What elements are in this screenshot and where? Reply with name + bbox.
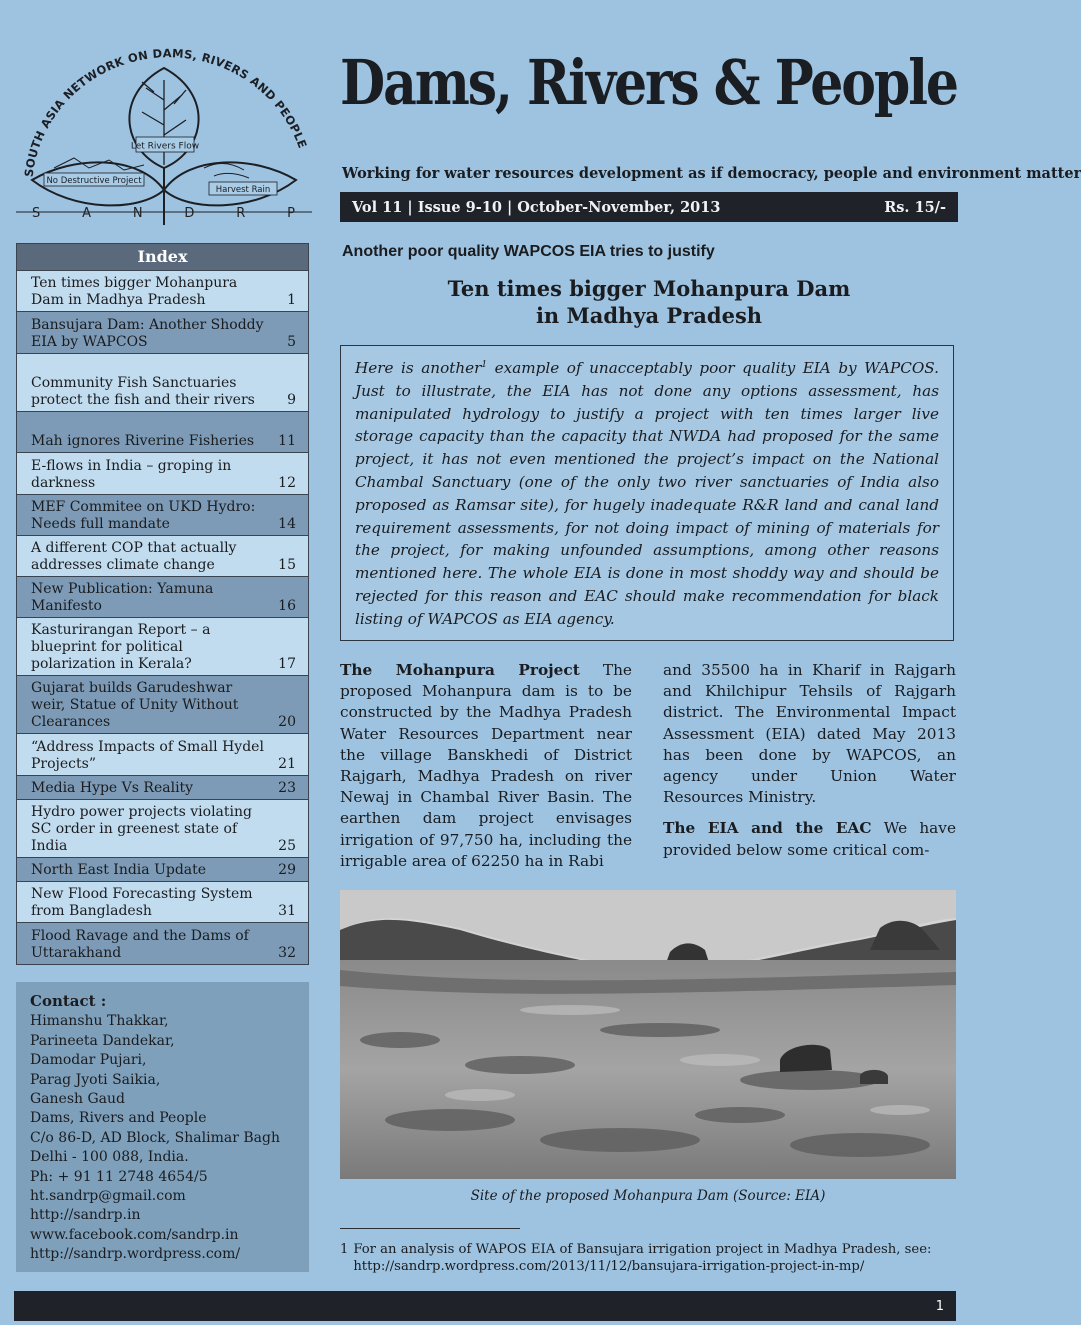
headline-line: in Madhya Pradesh bbox=[535, 303, 763, 328]
footnote-divider bbox=[340, 1228, 520, 1229]
index-item[interactable]: Mah ignores Riverine Fisheries 11 bbox=[17, 411, 308, 452]
body-text: and 35500 ha in Kharif in Rajgarh and Khilchipur Tehsils of Rajgarh district. The Environmental Impact Assessment (EIA) dated May 2013 has been done by WAPCOS, an agency under Union Water Resources Ministry. bbox=[663, 661, 956, 807]
index-item[interactable]: Hydro power projects violating SC order in greenest state of India 25 bbox=[17, 799, 308, 857]
abstract-text: Here is another bbox=[355, 359, 482, 378]
article-abstract bbox=[340, 345, 954, 641]
contact-line: Delhi - 100 088, India. bbox=[30, 1149, 189, 1166]
index-item[interactable]: Media Hype Vs Reality 23 bbox=[17, 775, 308, 799]
footnote-text: For an analysis of WAPOS EIA of Bansujara irrigation project in Madhya Pradesh, see: http://sandrp.wordpress.com/2013/11/12/bansujara-irrigation-project-in-mp/ bbox=[353, 1242, 932, 1274]
index-item[interactable]: Community Fish Sanctuaries protect the fish and their rivers 9 bbox=[17, 353, 308, 411]
logo-arc-text: SOUTH ASIA NETWORK ON DAMS, RIVERS AND PEOPLE bbox=[21, 46, 310, 178]
contact-line: Ganesh Gaud bbox=[30, 1091, 125, 1108]
index-item[interactable]: “Address Impacts of Small Hydel Projects” 21 bbox=[17, 733, 308, 775]
tagline: Working for water resources development as if democracy, people and environment matter bbox=[342, 165, 1081, 182]
index-item[interactable]: E-flows in India – groping in darkness 12 bbox=[17, 452, 308, 494]
footnote-ref: 1 bbox=[481, 360, 488, 370]
contact-website[interactable]: http://sandrp.in bbox=[30, 1207, 141, 1224]
acronym-letter: N bbox=[132, 206, 144, 221]
contact-blog[interactable]: http://sandrp.wordpress.com/ bbox=[30, 1246, 241, 1263]
contact-line: Damodar Pujari, bbox=[30, 1052, 147, 1069]
index-item[interactable]: A different COP that actually addresses climate change 15 bbox=[17, 535, 308, 576]
index-item[interactable]: Gujarat builds Garudeshwar weir, Statue of Unity Without Clearances 20 bbox=[17, 675, 308, 733]
contact-line: Parineeta Dandekar, bbox=[30, 1032, 175, 1049]
body-text: We have provided below some critical com- bbox=[663, 819, 956, 859]
acronym-letter: P bbox=[287, 206, 296, 221]
section-heading: The Mohanpura Project bbox=[340, 661, 580, 679]
acronym-letter: S bbox=[32, 206, 42, 221]
acronym-letter: R bbox=[236, 206, 247, 221]
price: Rs. 15/- bbox=[884, 198, 946, 216]
index-item[interactable]: Ten times bigger Mohanpura Dam in Madhya Pradesh 1 bbox=[17, 270, 308, 311]
body-column-2 bbox=[663, 660, 956, 861]
logo-leaf-right-text: Harvest Rain bbox=[215, 185, 271, 195]
index-item[interactable]: New Publication: Yamuna Manifesto 16 bbox=[17, 576, 308, 617]
contact-label: Contact : bbox=[30, 992, 107, 1010]
issue-info: Vol 11 | Issue 9-10 | October-November, 2013 bbox=[352, 198, 721, 216]
index-item[interactable]: New Flood Forecasting System from Bangladesh 31 bbox=[17, 881, 308, 922]
contact-line: Ph: + 91 11 2748 4654/5 bbox=[30, 1168, 208, 1185]
contact-line: Parag Jyoti Saikia, bbox=[30, 1071, 161, 1088]
index-title: Index bbox=[17, 244, 308, 270]
body-text: The proposed Mohanpura dam is to be constructed by the Madhya Pradesh Water Resources Department near the village Banskhedi of District Rajgarh, Madhya Pradesh on river Newaj in Chambal River Basin. The earthen dam project envisages irrigation of 97,750 ha, including the irrigable area of 62250 ha in Rabi bbox=[340, 661, 632, 870]
article-kicker: Another poor quality WAPCOS EIA tries to justify bbox=[342, 243, 715, 260]
contact-line: Dams, Rivers and People bbox=[30, 1110, 207, 1127]
contact-box bbox=[16, 982, 309, 1272]
org-acronym bbox=[18, 206, 310, 230]
headline-line: Ten times bigger Mohanpura Dam bbox=[447, 276, 851, 301]
svg-text:SOUTH ASIA NETWORK ON DAMS, RI bbox=[22, 46, 310, 178]
issue-bar bbox=[340, 192, 958, 222]
index-item[interactable]: Bansujara Dam: Another Shoddy EIA by WAPCOS 5 bbox=[17, 311, 308, 353]
footnote-number: 1 bbox=[340, 1242, 349, 1257]
contact-line: Himanshu Thakkar, bbox=[30, 1013, 169, 1030]
contact-email[interactable]: ht.sandrp@gmail.com bbox=[30, 1188, 186, 1205]
index-item[interactable]: Flood Ravage and the Dams of Uttarakhand 32 bbox=[17, 922, 308, 964]
photo-caption: Site of the proposed Mohanpura Dam (Source: EIA) bbox=[470, 1188, 826, 1204]
index-item[interactable]: North East India Update 29 bbox=[17, 857, 308, 881]
publication-title: Dams, Rivers & People bbox=[340, 46, 957, 119]
masthead bbox=[340, 46, 960, 119]
index-item[interactable]: Kasturirangan Report – a blueprint for political polarization in Kerala? 17 bbox=[17, 617, 308, 675]
logo-graphic bbox=[14, 40, 314, 230]
index-item[interactable]: MEF Commitee on UKD Hydro: Needs full mandate 14 bbox=[17, 494, 308, 535]
photo-graphic bbox=[340, 890, 956, 1179]
acronym-letter: D bbox=[184, 206, 196, 221]
footnote bbox=[340, 1241, 960, 1275]
logo-leaf-left-text: No Destructive Project bbox=[46, 176, 142, 186]
logo-leaf-top-text: Let Rivers Flow bbox=[130, 141, 200, 152]
index-box bbox=[16, 243, 309, 965]
section-heading: The EIA and the EAC bbox=[663, 819, 872, 838]
footer-bar bbox=[14, 1291, 956, 1321]
sandrp-logo bbox=[14, 40, 314, 230]
dam-site-photo bbox=[340, 890, 956, 1179]
contact-line: C/o 86-D, AD Block, Shalimar Bagh bbox=[30, 1129, 280, 1146]
contact-facebook[interactable]: www.facebook.com/sandrp.in bbox=[30, 1226, 239, 1243]
article-headline bbox=[340, 275, 958, 329]
abstract-text: example of unacceptably poor quality EIA by WAPCOS. Just to illustrate, the EIA has not done any options assessment, has manipulated hydrology to justify a project with ten times larger live storage capacity than the capacity that NWDA had proposed for the same project, it has not even mentioned the project’s impact on the National Chambal Sanctuary (one of the only two river sanctuaries of India also proposed as Ramsar site), for hugely inadequate R&R land and canal land requirement assessments, for not doing impact of mining of materials for the project, for making unfounded assumptions, among other reasons mentioned here. The whole EIA is done in most shoddy way and should be rejected for this reason and EAC should make recommendation for black listing of WAPCOS as EIA agency. bbox=[355, 359, 939, 628]
body-column-1 bbox=[340, 660, 632, 872]
page-number: 1 bbox=[935, 1298, 944, 1314]
acronym-letter: A bbox=[82, 206, 92, 221]
